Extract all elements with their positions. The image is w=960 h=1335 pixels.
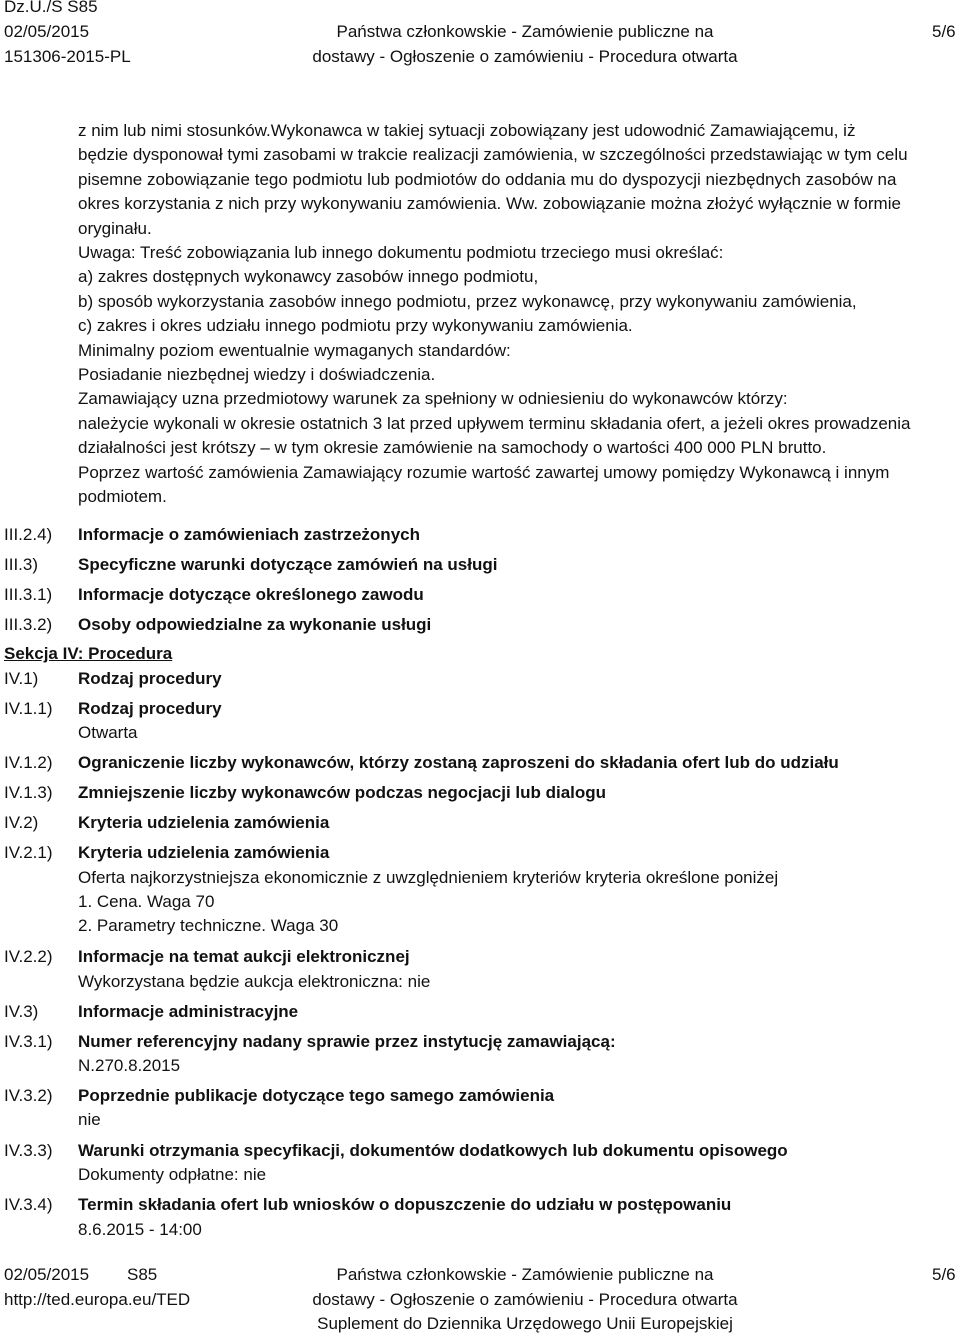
header-doc-ref: 151306-2015-PL — [4, 47, 131, 66]
body-line: z nim lub nimi stosunków.Wykonawca w takiej sytuacji zobowiązany jest udowodnić Zamawiającemu, iż — [78, 121, 856, 140]
section-value: 8.6.2015 - 14:00 — [78, 1220, 202, 1239]
section-heading: Informacje na temat aukcji elektronicznej — [78, 947, 410, 966]
section-value: nie — [78, 1110, 101, 1129]
section-value: Dokumenty odpłatne: nie — [78, 1165, 267, 1184]
section-number: IV.1.2) — [4, 753, 53, 772]
footer-date: 02/05/2015 — [4, 1265, 90, 1284]
body-line: b) sposób wykorzystania zasobów innego podmiotu, przez wykonawcę, przy wykonywaniu zamówienia, — [78, 291, 857, 311]
header-title-line1: Państwa członkowskie - Zamówienie publiczne na — [336, 22, 714, 41]
footer-url-link[interactable]: http://ted.europa.eu/TED — [4, 1290, 191, 1309]
section-number: IV.2.1) — [4, 843, 53, 862]
header-date: 02/05/2015 — [4, 22, 90, 41]
section-number: IV.3.3) — [4, 1141, 53, 1160]
section-heading: Osoby odpowiedzialne za wykonanie usługi — [78, 615, 432, 634]
body-line: oryginału. — [78, 218, 152, 238]
body-line: pisemne zobowiązanie tego podmiotu lub podmiotów do oddania mu do dyspozycji niezbędnych zasobów na — [78, 169, 897, 189]
section-heading: Informacje administracyjne — [78, 1002, 299, 1021]
section-number: IV.3.4) — [4, 1195, 53, 1214]
section-heading: Kryteria udzielenia zamówienia — [78, 843, 330, 862]
body-line: Posiadanie niezbędnej wiedzy i doświadczenia. — [78, 365, 436, 385]
section-heading: Specyficzne warunki dotyczące zamówień na usługi — [78, 555, 498, 574]
criterion-line: 1. Cena. Waga 70 — [78, 892, 215, 911]
section-heading: Termin składania ofert lub wniosków o dopuszczenie do udziału w postępowaniu — [78, 1195, 732, 1214]
section-value: N.270.8.2015 — [78, 1056, 181, 1075]
body-line: podmiotem. — [78, 487, 167, 507]
section-number: IV.3.1) — [4, 1032, 53, 1051]
section-heading: Warunki otrzymania specyfikacji, dokumentów dodatkowych lub dokumentu opisowego — [78, 1141, 788, 1160]
section-heading: Rodzaj procedury — [78, 699, 222, 718]
section-heading: Poprzednie publikacje dotyczące tego samego zamówienia — [78, 1086, 555, 1105]
footer-page-number: 5/6 — [932, 1265, 956, 1284]
section-heading: Rodzaj procedury — [78, 669, 222, 688]
footer-title-line3: Suplement do Dziennika Urzędowego Unii Europejskiej — [317, 1314, 733, 1333]
section-number: III.3.1) — [4, 585, 53, 604]
section-heading: Numer referencyjny nadany sprawie przez instytucję zamawiającą: — [78, 1032, 616, 1051]
body-line: a) zakres dostępnych wykonawcy zasobów innego podmiotu, — [78, 267, 539, 287]
footer-journal: S85 — [127, 1265, 158, 1284]
body-line: Uwaga: Treść zobowiązania lub innego dokumentu podmiotu trzeciego musi określać: — [78, 243, 724, 263]
section-heading: Informacje o zamówieniach zastrzeżonych — [78, 525, 420, 544]
section-number: IV.2) — [4, 813, 39, 832]
section-number: III.3) — [4, 555, 39, 574]
section-iv-title: Sekcja IV: Procedura — [4, 644, 173, 663]
body-line: Zamawiający uzna przedmiotowy warunek za spełniony w odniesieniu do wykonawców którzy: — [78, 389, 788, 409]
header-title-line2: dostawy - Ogłoszenie o zamówieniu - Procedura otwarta — [312, 47, 738, 66]
section-value: Otwarta — [78, 723, 138, 742]
body-line: okres korzystania z nich przy wykonywaniu zamówienia. Ww. zobowiązanie można złożyć wyłącznie w formie — [78, 194, 901, 214]
header-page-number: 5/6 — [932, 22, 956, 41]
footer-title-line1: Państwa członkowskie - Zamówienie publiczne na — [336, 1265, 714, 1284]
section-number: IV.1.3) — [4, 783, 53, 802]
section-number: IV.2.2) — [4, 947, 53, 966]
section-number: IV.3.2) — [4, 1086, 53, 1105]
criterion-line: 2. Parametry techniczne. Waga 30 — [78, 916, 339, 935]
journal-ref: Dz.U./S S85 — [4, 0, 98, 16]
section-number: IV.3) — [4, 1002, 39, 1021]
body-line: działalności jest krótszy – w tym okresie zamówienie na samochody o wartości 400 000 PLN brutto. — [78, 438, 827, 458]
body-line: c) zakres i okres udziału innego podmiotu przy wykonywaniu zamówienia. — [78, 316, 633, 336]
section-heading: Ograniczenie liczby wykonawców, którzy zostaną zaproszeni do składania ofert lub do udziału — [78, 753, 839, 772]
section-heading: Kryteria udzielenia zamówienia — [78, 813, 330, 832]
section-value: Wykorzystana będzie aukcja elektroniczna: nie — [78, 972, 431, 991]
body-line: Poprzez wartość zamówienia Zamawiający rozumie wartość zawartej umowy pomiędzy Wykonawcą i innym — [78, 462, 890, 482]
section-number: IV.1.1) — [4, 699, 53, 718]
body-line: Minimalny poziom ewentualnie wymaganych standardów: — [78, 340, 511, 360]
section-heading: Zmniejszenie liczby wykonawców podczas negocjacji lub dialogu — [78, 783, 607, 802]
section-heading: Informacje dotyczące określonego zawodu — [78, 585, 424, 604]
body-paragraph — [78, 119, 950, 510]
footer-title-line2: dostawy - Ogłoszenie o zamówieniu - Procedura otwarta — [312, 1290, 738, 1309]
body-line: będzie dysponował tymi zasobami w trakcie realizacji zamówienia, w szczególności przedstawiając w tym celu — [78, 145, 908, 165]
section-number: III.3.2) — [4, 615, 53, 634]
section-number: III.2.4) — [4, 525, 53, 544]
section-number: IV.1) — [4, 669, 39, 688]
body-line: należycie wykonali w okresie ostatnich 3 lat przed upływem terminu składania ofert, a jeżeli okres prowadzenia — [78, 413, 911, 433]
section-value: Oferta najkorzystniejsza ekonomicznie z uwzględnieniem kryteriów kryteria określone poniżej — [78, 868, 779, 887]
